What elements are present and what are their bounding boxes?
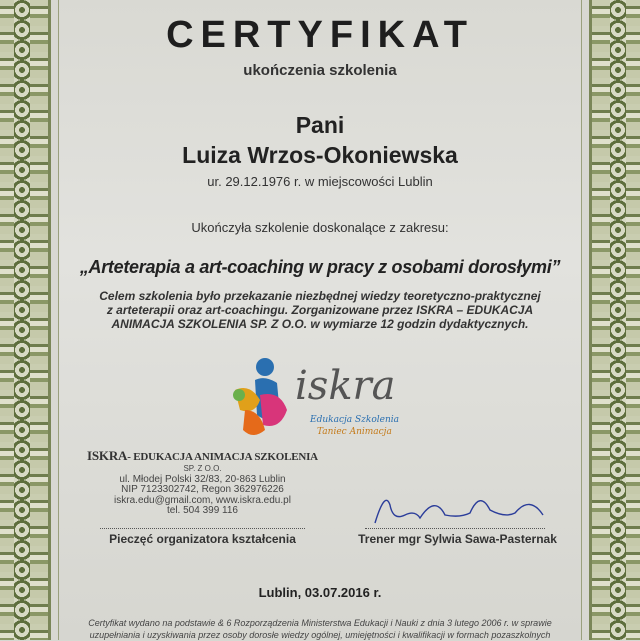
description-line: Celem szkolenia było przekazanie niezbędnej wiedzy teoretyczno-praktycznej: [99, 289, 541, 303]
stamp-brand: ISKRA: [87, 448, 128, 463]
issue-date: Lublin, 03.07.2016 r.: [258, 585, 382, 600]
trainer-signature: [365, 485, 550, 527]
trainer-label: Trener mgr Sylwia Sawa-Pasternak: [358, 532, 557, 546]
birth-info: ur. 29.12.1976 r. w miejscowości Lublin: [207, 174, 433, 189]
description-line: z arteterapii oraz art-coachingu. Zorganizowane przez ISKRA – EDUKACJA: [106, 303, 534, 317]
stamp-ids: NIP 7123302742, Regon 362976226: [121, 484, 284, 495]
logo-figures-icon: [225, 355, 305, 440]
description-line: ANIMACJA SZKOLENIA SP. Z O.O. w wymiarze 12 godzin dydaktycznych.: [111, 317, 529, 331]
completion-text: Ukończyła szkolenie doskonalące z zakresu:: [191, 220, 449, 235]
stamp-line: [100, 528, 305, 529]
course-title: „Arteterapia a art-coaching w pracy z osobami dorosłymi”: [79, 257, 561, 277]
footer-line: Certyfikat wydano na podstawie & 6 Rozporządzenia Ministerstwa Edukacji i Nauki z dnia 3 lutego 2006 r. w sprawie: [88, 618, 552, 628]
stamp-address: ul. Młodej Polski 32/83, 20-863 Lublin: [119, 473, 286, 485]
legal-footer: [40, 617, 600, 641]
certificate-subtitle: ukończenia szkolenia: [243, 62, 397, 79]
certificate-title: CERTYFIKAT: [166, 14, 474, 56]
iskra-logo: [225, 355, 435, 445]
signature-line: [365, 528, 545, 529]
course-description: [40, 289, 600, 331]
logo-tagline-1: Edukacja Szkolenia: [310, 415, 400, 425]
organizer-stamp: [80, 449, 325, 517]
recipient-name: Luiza Wrzos-Okoniewska: [182, 142, 458, 168]
stamp-contact: iskra.edu@gmail.com, www.iskra.edu.pl: [114, 494, 291, 506]
salutation: Pani: [295, 112, 345, 138]
stamp-phone: tel. 504 399 116: [167, 505, 238, 516]
footer-line: uzupełniania i uzyskiwania przez osoby dorosłe wiedzy ogólnej, umiejętności i kwalifikacji w formach pozaszkolnych: [89, 630, 551, 640]
stamp-legal: SP. Z O.O.: [183, 464, 222, 473]
logo-tagline-2: Taniec Animacja: [317, 427, 392, 437]
stamp-label: Pieczęć organizatora kształcenia: [109, 532, 296, 546]
stamp-brand-rest: - EDUKACJA ANIMACJA SZKOLENIA: [127, 451, 318, 463]
logo-wordmark: iskra: [295, 363, 396, 409]
